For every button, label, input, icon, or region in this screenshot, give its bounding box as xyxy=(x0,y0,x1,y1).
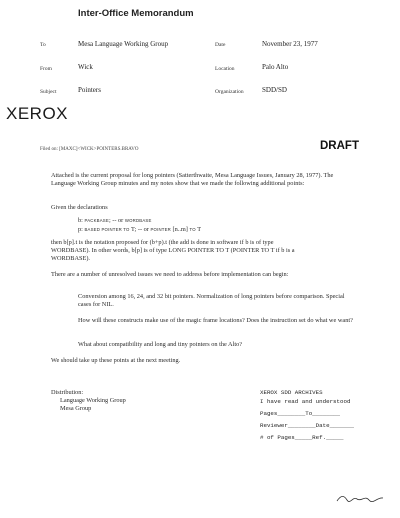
issue-conversion: Conversion among 16, 24, and 32 bit pointers. Normalization of long pointers before comparison. Special cases for NIL. xyxy=(78,293,345,308)
paragraph-next-meeting: We should take up these points at the next meeting. xyxy=(51,357,181,364)
decl2-alt-type: POINTER xyxy=(150,227,171,232)
decl1-type: PACKBASE xyxy=(84,218,109,223)
paragraph-issues: There are a number of unresolved issues we need to address before implementation can begin: xyxy=(51,271,289,278)
paragraph-given: Given the declarations xyxy=(51,204,108,211)
draft-label: DRAFT xyxy=(320,140,359,152)
subject-value: Pointers xyxy=(78,86,101,94)
decl2-type: BASED POINTER TO xyxy=(84,227,130,232)
paragraph-notation-line2: WORDBASE). In other words, b[p] is of type LONG POINTER TO T (POINTER TO T if b is a xyxy=(51,247,295,254)
decl1-var: b: xyxy=(78,217,85,224)
declaration-2 xyxy=(78,226,201,233)
archive-pages: Pages________To________ xyxy=(260,410,341,417)
paragraph-notation-line3: WORDBASE). xyxy=(51,255,91,262)
decl2-target: T xyxy=(195,226,202,233)
date-label: Date xyxy=(215,42,226,48)
handwritten-reference-mark xyxy=(335,493,385,503)
xerox-logo: XEROX xyxy=(6,104,69,123)
decl2-comment: T; -- or xyxy=(129,226,151,233)
paragraph-intro: Attached is the current proposal for long pointers (Satterthwaite, Mesa Language Issues, January 28, 1977). The Language Working Group minutes and my notes show that we made the following additional points: xyxy=(51,172,334,187)
filed-on: Filed on: [MAXC]<WICK>POINTERS.BRAVO xyxy=(40,147,139,152)
to-value: Mesa Language Working Group xyxy=(78,40,169,48)
paragraph-notation-line1: then b[p].t is the notation proposed for (b+p).t (the add is done in software if b is of type xyxy=(51,239,274,246)
decl2-to: TO xyxy=(189,227,196,232)
archive-reviewer: Reviewer________Date_______ xyxy=(260,422,354,429)
distribution-label: Distribution: xyxy=(51,389,84,396)
location-value: Palo Alto xyxy=(262,63,289,71)
archive-stamp-title: XEROX SDD ARCHIVES xyxy=(260,389,323,396)
subject-label: Subject xyxy=(40,89,57,95)
location-label: Location xyxy=(215,66,235,72)
organization-label: Organization xyxy=(215,89,244,95)
to-label: To xyxy=(40,42,46,48)
date-value: November 23, 1977 xyxy=(262,40,318,48)
decl1-comment: ; -- or xyxy=(108,217,125,224)
from-label: From xyxy=(40,66,52,72)
decl2-range: [n..m] xyxy=(170,226,190,233)
declaration-1 xyxy=(78,217,152,224)
memo-title: Inter-Office Memorandum xyxy=(78,8,194,19)
organization-value: SDD/SD xyxy=(262,86,287,94)
from-value: Wick xyxy=(78,63,93,71)
issue-frame-locations: How will these constructs make use of the magic frame locations? Does the instruction set do what we want? xyxy=(78,317,353,324)
distribution-line-1: Language Working Group xyxy=(60,397,126,404)
archive-stamp-line: I have read and understood xyxy=(260,398,351,405)
decl2-var: p: xyxy=(78,226,85,233)
decl1-alt-type: WORDBASE xyxy=(124,218,152,223)
issue-alto: What about compatibility and long and tiny pointers on the Alto? xyxy=(78,341,243,348)
archive-of-pages: # of Pages_____Ref._____ xyxy=(260,434,344,441)
distribution-line-2: Mesa Group xyxy=(60,405,92,412)
